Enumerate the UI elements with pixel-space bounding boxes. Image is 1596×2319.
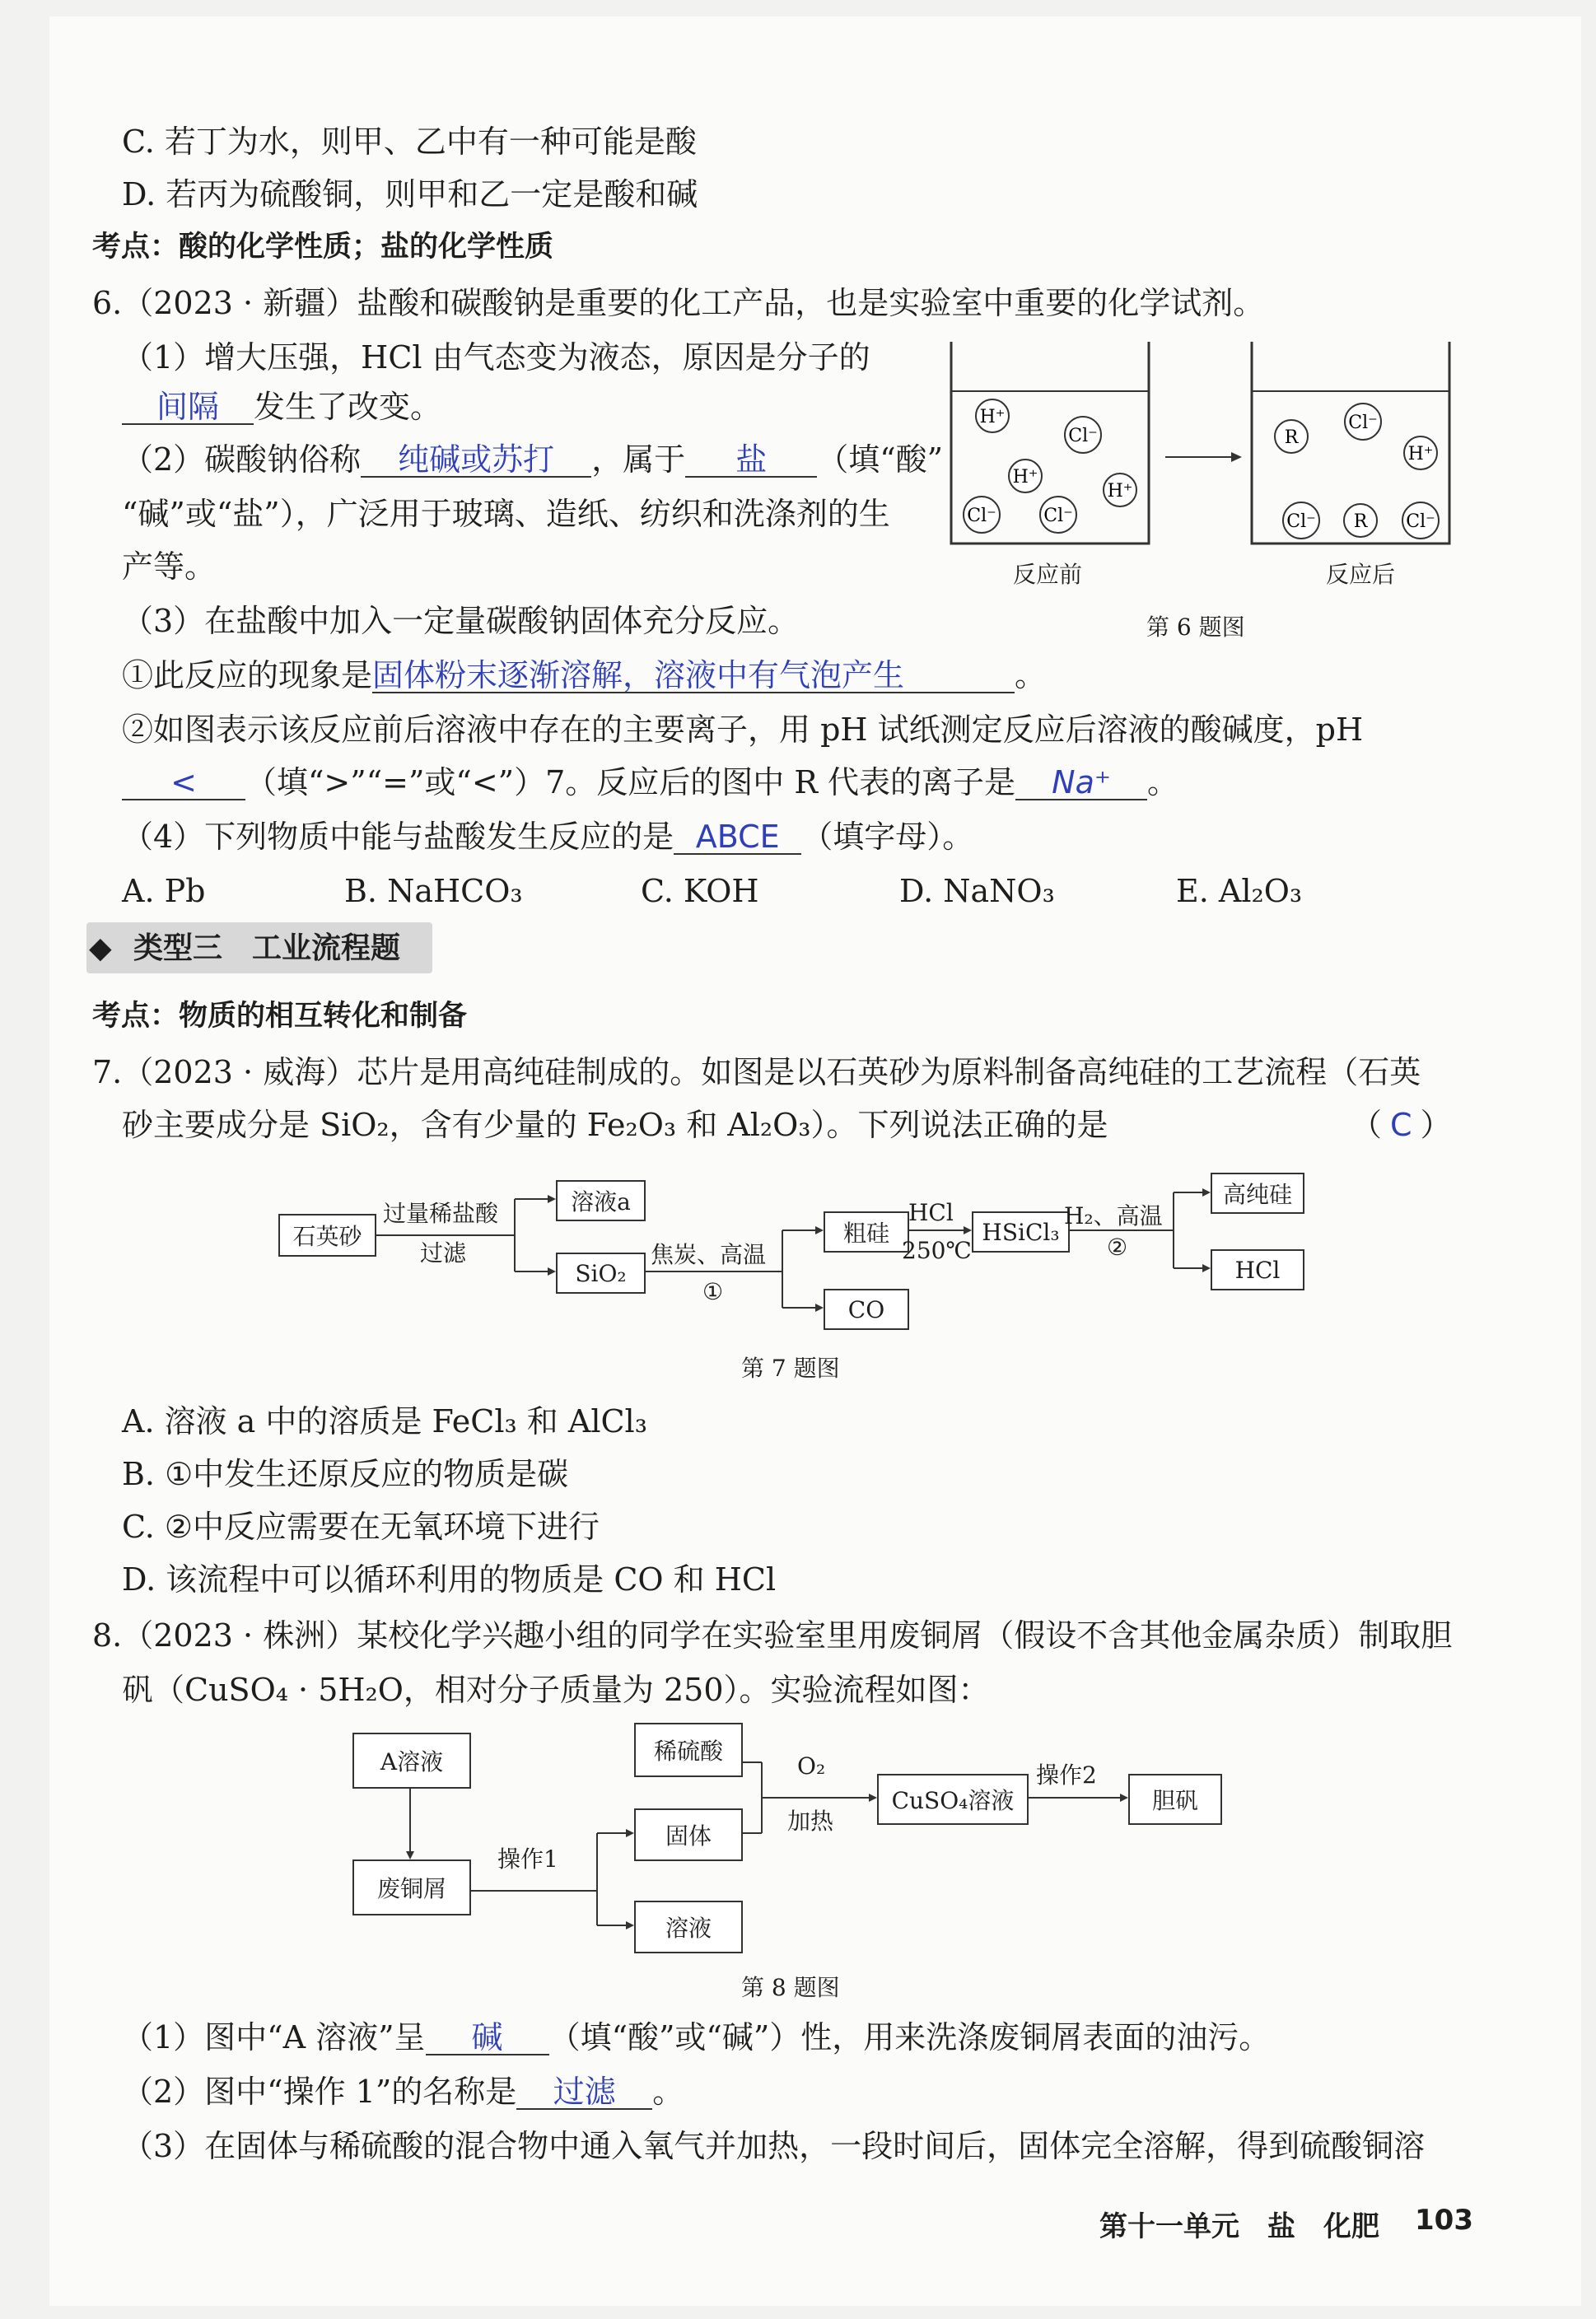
q6-part4-answer: ABCE (695, 819, 780, 855)
q8-part1-a: （1）图中“A 溶液”呈 (122, 2019, 426, 2055)
ion-cl-minus: Cl⁻ (1286, 511, 1316, 532)
q7-stem-line2: 砂主要成分是 SiO₂，含有少量的 Fe₂O₃ 和 Al₂O₃）。下列说法正确的是 (122, 1107, 1108, 1143)
flow7-label-acid: 过量稀盐酸 (383, 1200, 499, 1227)
q6-stem: 6.（2023 · 新疆）盐酸和碳酸钠是重要的化工产品，也是实验室中重要的化学试剂。 (92, 285, 1265, 321)
q6-part1-tail: 发生了改变。 (254, 389, 442, 425)
q8-part2-a: （2）图中“操作 1”的名称是 (122, 2074, 517, 2110)
q7-figure-caption: 第 7 题图 (741, 1355, 840, 1382)
q8-part1-b: （填“酸”或“碱”）性，用来洗涤废铜屑表面的油污。 (548, 2019, 1271, 2055)
flow8-solid: 固体 (634, 1808, 743, 1861)
footer-unit: 第十一单元 盐 化肥 (1099, 2210, 1379, 2243)
q8-figure-caption: 第 8 题图 (741, 1974, 840, 2001)
flow8-label-op2: 操作2 (1036, 1761, 1097, 1789)
q7-option-d: D. 该流程中可以循环利用的物质是 CO 和 HCl (122, 1561, 777, 1598)
q6-part1-text: （1）增大压强，HCl 由气态变为液态，原因是分子的 (122, 339, 870, 376)
ion-cl-minus: Cl⁻ (967, 506, 996, 526)
ion-cl-minus: Cl⁻ (1406, 511, 1435, 532)
flow7-co: CO (824, 1289, 909, 1330)
q8-part2-b: 。 (652, 2074, 684, 2110)
q6-part4-a: （4）下列物质中能与盐酸发生反应的是 (122, 819, 674, 855)
section-header: 类型三 工业流程题 (133, 931, 401, 965)
q6-part3-2-answer2: Na⁺ (1052, 764, 1111, 800)
q8-part2 (122, 2072, 684, 2111)
diamond-icon: ◆ (89, 931, 112, 965)
q6-part2-b: ，属于 (591, 441, 686, 478)
q6-part2-line3: 产等。 (122, 548, 217, 585)
flow7-sio2: SiO₂ (556, 1253, 646, 1294)
flow8-a-solution: A溶液 (352, 1733, 471, 1789)
q6-part3-2-c: 。 (1147, 764, 1179, 800)
q6-part2-answer1: 纯碱或苏打 (398, 441, 555, 478)
q6-part4-b: （填字母）。 (801, 819, 974, 855)
q7-option-b: B. ①中发生还原反应的物质是碳 (122, 1456, 569, 1492)
flow8-label-o2: O₂ (797, 1752, 826, 1780)
flow8-blue-vitriol: 胆矾 (1128, 1774, 1222, 1825)
q6-part2-a: （2）碳酸钠俗称 (122, 441, 362, 478)
flow8-label-op1: 操作1 (497, 1845, 558, 1873)
q6-part3-2-line1: ②如图表示该反应前后溶液中存在的主要离子，用 pH 试纸测定反应后溶液的酸碱度，pH (122, 712, 1364, 748)
flow7-label-hcl: HCl (908, 1199, 954, 1226)
q8-stem-line1: 8.（2023 · 株洲）某校化学兴趣小组的同学在实验室里用废铜屑（假设不含其他金属杂质）制取胆 (92, 1617, 1453, 1654)
ion-r: R (1353, 511, 1368, 532)
flow8-copper-scrap: 废铜屑 (352, 1859, 471, 1915)
q6-part3-2-b: （填“>”“=”或“<”）7。反应后的图中 R 代表的离子是 (245, 764, 1016, 800)
flow7-label-filter: 过滤 (420, 1239, 467, 1267)
q6-figure-caption: 第 6 题图 (1146, 614, 1245, 641)
q7-option-a: A. 溶液 a 中的溶质是 FeCl₃ 和 AlCl₃ (122, 1403, 647, 1439)
ion-h-plus: H⁺ (1107, 481, 1133, 502)
flow7-label-250c: 250℃ (902, 1237, 972, 1264)
flow7-solution-a: 溶液a (556, 1180, 646, 1221)
q5-option-c: C. 若丁为水，则甲、乙中有一种可能是酸 (122, 124, 697, 160)
ion-cl-minus: Cl⁻ (1348, 413, 1378, 433)
q7-option-c: C. ②中反应需要在无氧环境下进行 (122, 1509, 600, 1545)
q6-option-c: C. KOH (641, 873, 759, 909)
q6-part1-answer: 间隔 (156, 389, 219, 425)
q7-answer: C (1390, 1107, 1412, 1143)
q6-part3-1-answer: 固体粉末逐渐溶解，溶液中有气泡产生 (372, 657, 905, 693)
q6-before-label: 反应前 (1013, 561, 1083, 588)
flow7-label-h2: H₂、高温 (1064, 1202, 1163, 1229)
ion-h-plus: H⁺ (1012, 467, 1038, 488)
footer-page-number: 103 (1415, 2204, 1473, 2237)
q7-paren-left: （ (1351, 1107, 1383, 1143)
q6-after-label: 反应后 (1326, 561, 1396, 588)
q6-option-d: D. NaNO₃ (899, 873, 1055, 909)
q8-part3: （3）在固体与稀硫酸的混合物中通入氧气并加热，一段时间后，固体完全溶解，得到硫酸铜溶 (122, 2128, 1426, 2164)
ion-cl-minus: Cl⁻ (1068, 426, 1098, 446)
q6-part3: （3）在盐酸中加入一定量碳酸钠固体充分反应。 (122, 603, 800, 639)
q6-part3-1-a: ①此反应的现象是 (122, 657, 373, 693)
q5-option-d: D. 若丙为硫酸铜，则甲和乙一定是酸和碱 (122, 176, 698, 212)
q8-part2-answer: 过滤 (553, 2074, 616, 2110)
q6-part2-answer2: 盐 (735, 441, 768, 478)
q6-part2-c: （填“酸” (817, 441, 944, 478)
q8-part1-answer: 碱 (471, 2019, 503, 2055)
flow7-label-step1: ① (702, 1278, 724, 1305)
flow8-label-heat: 加热 (787, 1808, 834, 1835)
key-point-2: 考点：物质的相互转化和制备 (92, 1000, 468, 1033)
q6-part3-2-answer1: < (170, 764, 197, 800)
q6-option-b: B. NaHCO₃ (344, 873, 523, 909)
q6-option-e: E. Al₂O₃ (1176, 873, 1303, 909)
q7-paren-right: ） (1420, 1107, 1452, 1143)
q6-part2-line2: “碱”或“盐”），广泛用于玻璃、造纸、纺织和洗涤剂的生 (122, 496, 890, 532)
key-point-1: 考点：酸的化学性质；盐的化学性质 (92, 231, 554, 264)
flow7-label-step2: ② (1107, 1234, 1128, 1261)
flow7-label-coke: 焦炭、高温 (651, 1241, 767, 1268)
flow7-quartz-sand: 石英砂 (278, 1214, 376, 1257)
q7-stem-line1: 7.（2023 · 威海）芯片是用高纯硅制成的。如图是以石英砂为原料制备高纯硅的工艺流程（石英 (92, 1054, 1421, 1090)
flow7-hcl: HCl (1211, 1249, 1304, 1290)
flow8-dilute-h2so4: 稀硫酸 (634, 1723, 743, 1777)
q6-option-a: A. Pb (122, 873, 206, 909)
flow8-cuso4-solution: CuSO₄溶液 (877, 1774, 1029, 1825)
ion-cl-minus: Cl⁻ (1043, 506, 1073, 526)
ion-h-plus: H⁺ (979, 407, 1006, 427)
flow8-solution: 溶液 (634, 1901, 743, 1953)
flow7-hsicl3: HSiCl₃ (972, 1211, 1070, 1253)
flow7-pure-silicon: 高纯硅 (1211, 1173, 1304, 1214)
flow7-crude-silicon: 粗硅 (824, 1211, 909, 1253)
q8-part1 (122, 2018, 1270, 2057)
ion-h-plus: H⁺ (1407, 444, 1434, 464)
ion-r: R (1284, 427, 1299, 448)
q8-stem-line2: 矾（CuSO₄ · 5H₂O，相对分子质量为 250）。实验流程如图： (122, 1672, 990, 1708)
q6-part3-1-tail: 。 (1015, 657, 1047, 693)
